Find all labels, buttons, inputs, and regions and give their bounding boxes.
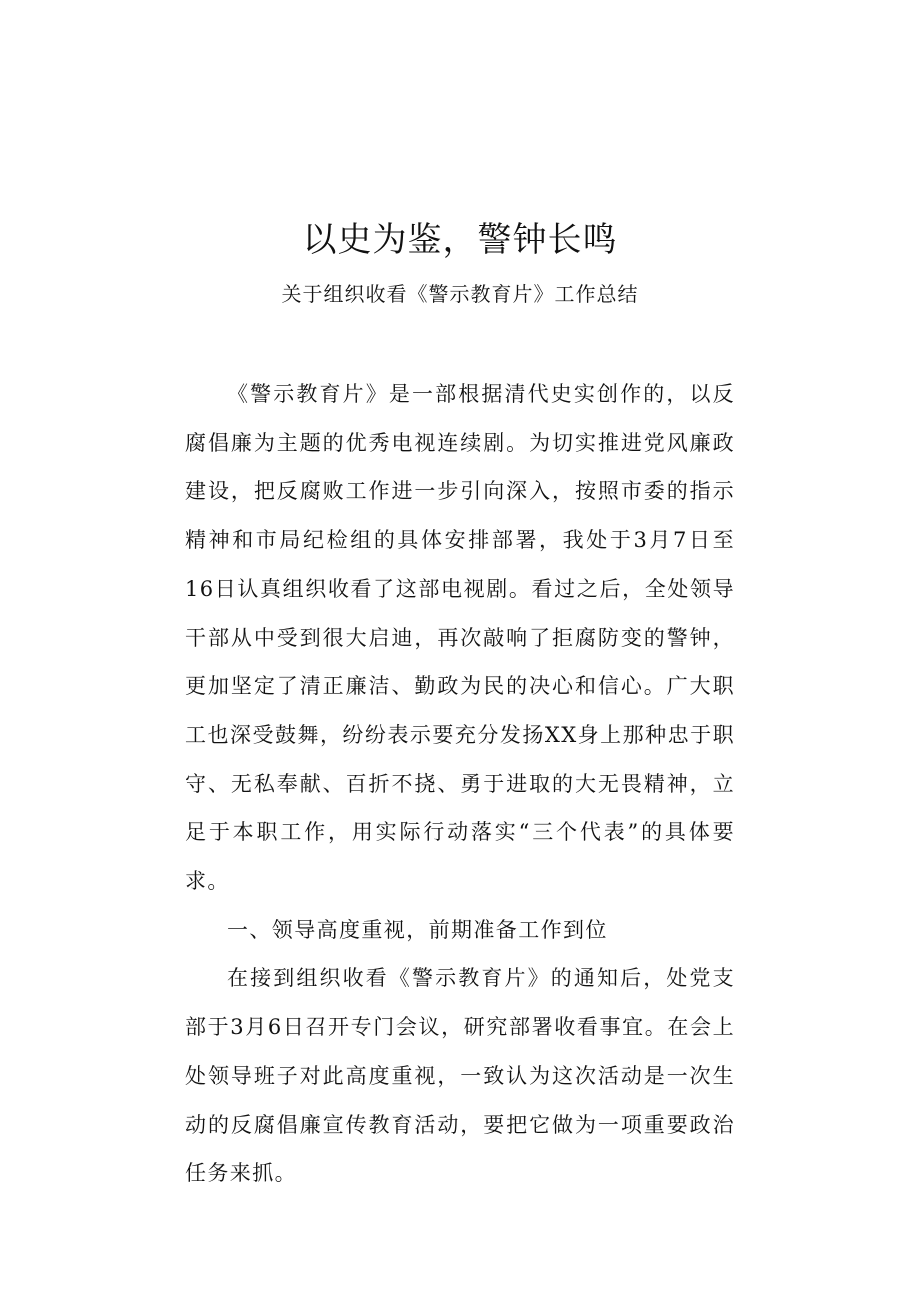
- paragraph-intro: 《警示教育片》是一部根据清代史实创作的，以反腐倡廉为主题的优秀电视连续剧。为切实推进党风廉政建设，把反腐败工作进一步引向深入，按照市委的指示精神和市局纪检组的具体安排部署，我处于3月7日至16日认真组织收看了这部电视剧。看过之后，全处领导干部从中受到很大启迪，再次敲响了拒腐防变的警钟，更加坚定了清正廉洁、勤政为民的决心和信心。广大职工也深受鼓舞，纷纷表示要充分发扬XX身上那种忠于职守、无私奉献、百折不挠、勇于进取的大无畏精神，立足于本职工作，用实际行动落实“三个代表”的具体要求。: [185, 382, 735, 894]
- paragraph-section-one: 在接到组织收看《警示教育片》的通知后，处党支部于3月6日召开专门会议，研究部署收看事宜。在会上处领导班子对此高度重视，一致认为这次活动是一次生动的反腐倡廉宣传教育活动，要把它做为一项重要政治任务来抓。: [185, 966, 735, 1186]
- section-heading: 一、领导高度重视，前期准备工作到位: [227, 917, 608, 942]
- document-title: 以史为鉴，警钟长鸣: [302, 220, 618, 260]
- document-body: [185, 370, 735, 1198]
- document-subtitle: 关于组织收看《警示教育片》工作总结: [281, 282, 639, 306]
